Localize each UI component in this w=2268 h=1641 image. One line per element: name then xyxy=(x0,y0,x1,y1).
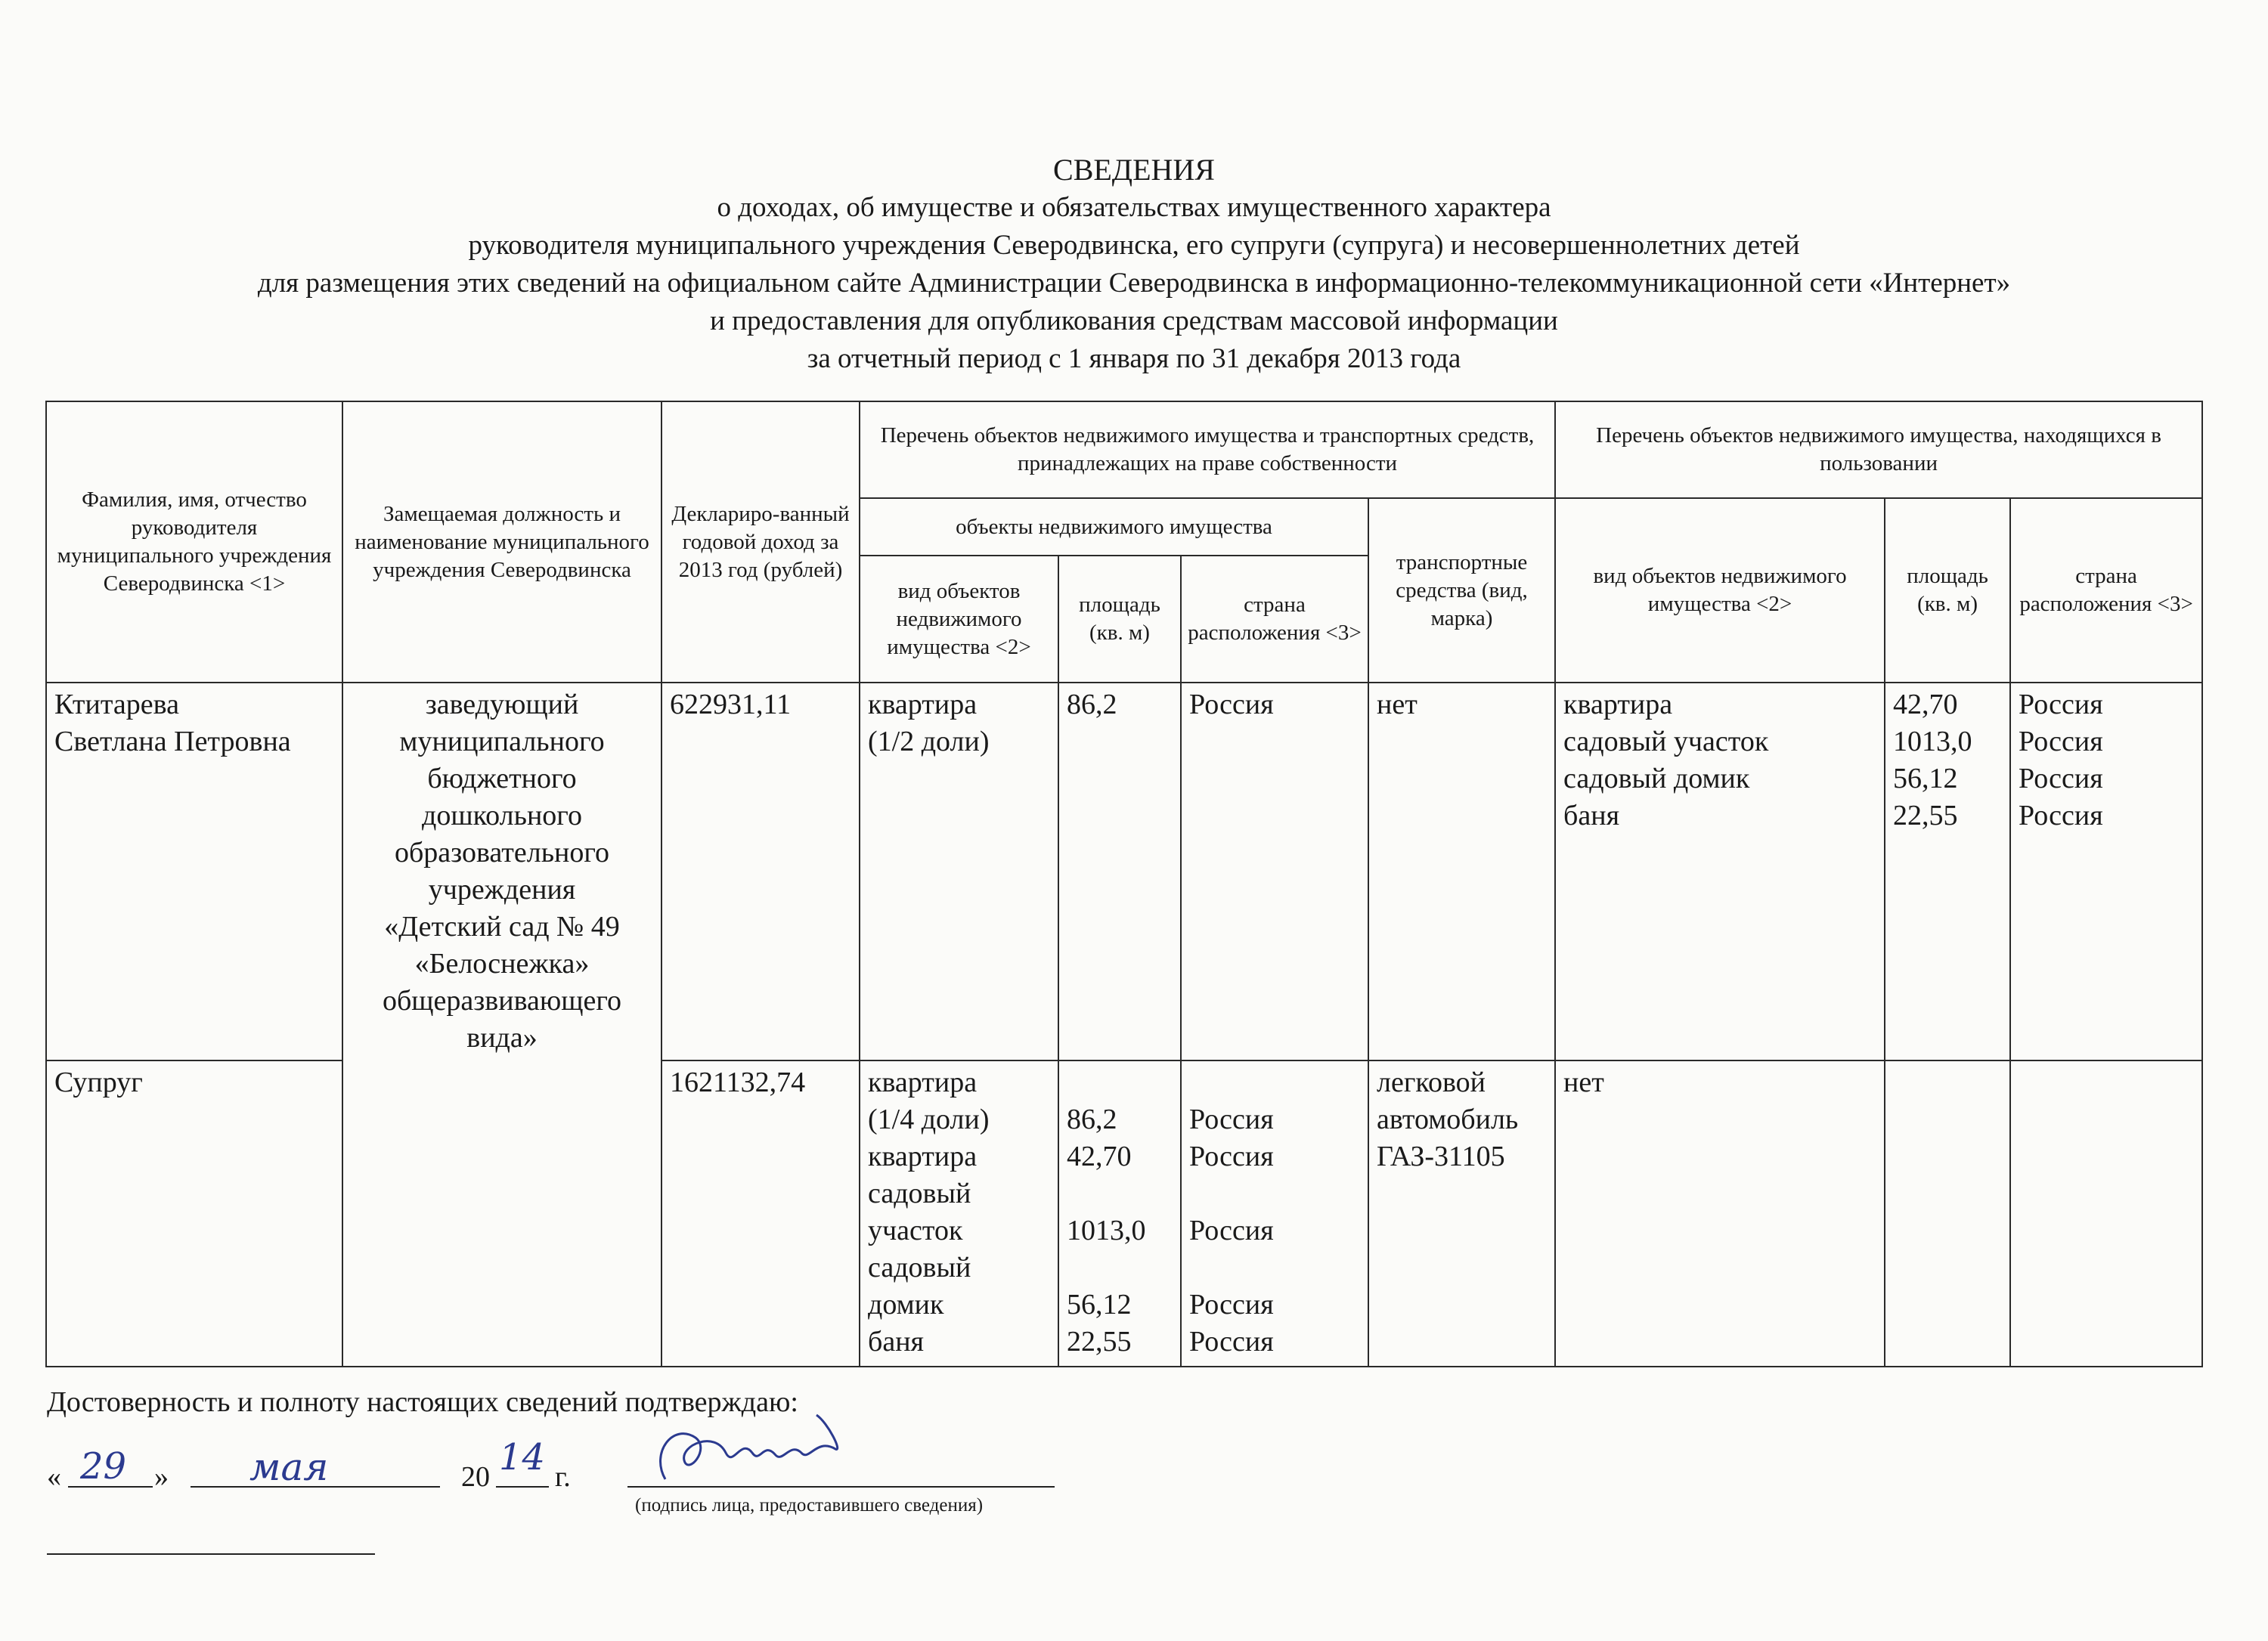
cell-line: «Белоснежка» xyxy=(414,948,590,980)
cell-line: нет xyxy=(1377,689,1418,720)
header-used-country: страна расположения <3> xyxy=(2010,498,2202,683)
cell-line: 86,2 xyxy=(1067,689,1117,720)
table-row xyxy=(46,683,2202,1060)
cell-line: бюджетного xyxy=(427,763,577,794)
cell-name xyxy=(46,683,342,1060)
cell-income: 622931,11 xyxy=(662,683,860,1060)
cell-line: Россия xyxy=(2019,800,2103,831)
cell-line: Россия xyxy=(2019,689,2103,720)
cell-line: автомобиль xyxy=(1377,1104,1519,1135)
cell-line: квартира xyxy=(868,1141,978,1172)
cell-owned-country xyxy=(1181,1060,1368,1367)
cell-line: 56,12 xyxy=(1893,763,1958,794)
cell-line: Россия xyxy=(1189,1104,1274,1135)
cell-line: домик xyxy=(868,1289,944,1321)
cell-line xyxy=(1189,1175,1360,1212)
cell-line xyxy=(1189,1064,1360,1101)
cell-used-area xyxy=(1885,683,2010,1060)
cell-line: садовый домик xyxy=(1563,763,1750,794)
cell-owned-area xyxy=(1058,683,1181,1060)
year-end: г. xyxy=(555,1461,571,1493)
date-quote-close: » xyxy=(154,1461,169,1493)
cell-line: вида» xyxy=(466,1022,538,1054)
cell-line xyxy=(1189,1249,1360,1286)
confirmation-text: Достоверность и полноту настоящих сведений подтверждаю: xyxy=(47,1386,798,1418)
cell-line: Россия xyxy=(2019,726,2103,757)
header-income: Деклариро-ванный годовой доход за 2013 год (рублей) xyxy=(662,401,860,683)
year-underline xyxy=(496,1486,549,1488)
header-transport: транспортные средства (вид, марка) xyxy=(1368,498,1555,683)
cell-line: Россия xyxy=(1189,1289,1274,1321)
cell-line: 56,12 xyxy=(1067,1289,1132,1321)
cell-owned-kind xyxy=(860,683,1058,1060)
heading-line: и предоставления для опубликования средствам массовой информации xyxy=(710,305,1558,336)
cell-line: Россия xyxy=(1189,1215,1274,1246)
header-owned-area: площадь (кв. м) xyxy=(1058,556,1181,683)
cell-line: ГАЗ-31105 xyxy=(1377,1141,1505,1172)
cell-line: квартира xyxy=(1563,689,1673,720)
handwritten-year: 14 xyxy=(499,1436,546,1478)
cell-used-country xyxy=(2010,683,2202,1060)
cell-line: 42,70 xyxy=(1067,1141,1132,1172)
cell-line: муниципального xyxy=(399,726,605,757)
cell-line: участок xyxy=(868,1215,963,1246)
heading-line: о доходах, об имуществе и обязательствах имущественного характера xyxy=(717,192,1551,223)
cell-income: 1621132,74 xyxy=(662,1060,860,1367)
cell-line: садовый xyxy=(868,1178,971,1209)
cell-line: общеразвивающего xyxy=(382,985,622,1017)
cell-line: квартира xyxy=(868,1067,978,1098)
cell-line: Светлана Петровна xyxy=(54,726,291,757)
cell-transport xyxy=(1368,683,1555,1060)
signature-image xyxy=(643,1407,862,1498)
bottom-rule xyxy=(47,1553,375,1555)
cell-used-country xyxy=(2010,1060,2202,1367)
cell-line xyxy=(1067,1249,1173,1286)
cell-line: заведующий xyxy=(425,689,579,720)
cell-line: «Детский сад № 49 xyxy=(384,911,620,943)
cell-line: садовый участок xyxy=(1563,726,1769,757)
header-used-area: площадь (кв. м) xyxy=(1885,498,2010,683)
cell-line: баня xyxy=(868,1326,925,1358)
heading-line: за отчетный период с 1 января по 31 декабря 2013 года xyxy=(807,343,1461,374)
declaration-table xyxy=(45,401,2203,1367)
heading-line: руководителя муниципального учреждения Северодвинска, его супруги (супруга) и несовершеннолетних детей xyxy=(468,230,1800,261)
cell-line: баня xyxy=(1563,800,1620,831)
cell-line: легковой xyxy=(1377,1067,1486,1098)
header-owned-country: страна расположения <3> xyxy=(1181,556,1368,683)
cell-line: учреждения xyxy=(428,874,576,906)
cell-line: дошкольного xyxy=(422,800,582,831)
cell-line: Супруг xyxy=(54,1067,143,1098)
handwritten-day: 29 xyxy=(80,1445,127,1488)
cell-line: Россия xyxy=(2019,763,2103,794)
header-realty-group: объекты недвижимого имущества xyxy=(860,498,1368,556)
year-prefix: 20 xyxy=(461,1461,490,1493)
handwritten-month: мая xyxy=(249,1445,329,1489)
cell-used-kind xyxy=(1555,683,1885,1060)
cell-line: 22,55 xyxy=(1067,1326,1132,1358)
header-owned-group: Перечень объектов недвижимого имущества и транспортных средств, принадлежащих на праве собственности xyxy=(860,401,1555,498)
cell-line: 42,70 xyxy=(1893,689,1958,720)
cell-position xyxy=(342,683,662,1367)
cell-line: (1/2 доли) xyxy=(868,726,990,757)
cell-line: 1013,0 xyxy=(1067,1215,1146,1246)
cell-line: 22,55 xyxy=(1893,800,1958,831)
cell-used-area xyxy=(1885,1060,2010,1367)
cell-line xyxy=(1067,1064,1173,1101)
signature-caption: (подпись лица, предоставившего сведения) xyxy=(635,1495,984,1516)
header-used-kind: вид объектов недвижимого имущества <2> xyxy=(1555,498,1885,683)
cell-line: нет xyxy=(1563,1067,1604,1098)
cell-line: 86,2 xyxy=(1067,1104,1117,1135)
document-title: СВЕДЕНИЯ xyxy=(1053,153,1215,187)
cell-name xyxy=(46,1060,342,1367)
cell-line: Россия xyxy=(1189,1141,1274,1172)
cell-line: Ктитарева xyxy=(54,689,179,720)
cell-line: Россия xyxy=(1189,689,1274,720)
cell-line: (1/4 доли) xyxy=(868,1104,990,1135)
header-position: Замещаемая должность и наименование муниципального учреждения Северодвинска xyxy=(342,401,662,683)
cell-owned-country xyxy=(1181,683,1368,1060)
cell-line: 1013,0 xyxy=(1893,726,1972,757)
header-name: Фамилия, имя, отчество руководителя муниципального учреждения Северодвинска <1> xyxy=(46,401,342,683)
cell-line: Россия xyxy=(1189,1326,1274,1358)
cell-owned-kind xyxy=(860,1060,1058,1367)
cell-line xyxy=(1067,1175,1173,1212)
date-quote-open: « xyxy=(47,1461,61,1493)
document-heading xyxy=(0,151,2268,378)
header-used-group: Перечень объектов недвижимого имущества, находящихся в пользовании xyxy=(1555,401,2202,498)
cell-transport xyxy=(1368,1060,1555,1367)
cell-line: квартира xyxy=(868,689,978,720)
heading-line: для размещения этих сведений на официальном сайте Администрации Северодвинска в информационно-телекоммуникационной сети «Интернет» xyxy=(257,268,2011,299)
signature-stroke xyxy=(661,1415,838,1479)
cell-owned-area xyxy=(1058,1060,1181,1367)
header-owned-kind: вид объектов недвижимого имущества <2> xyxy=(860,556,1058,683)
cell-line: садовый xyxy=(868,1252,971,1283)
cell-line: образовательного xyxy=(394,837,610,868)
cell-used-kind xyxy=(1555,1060,1885,1367)
